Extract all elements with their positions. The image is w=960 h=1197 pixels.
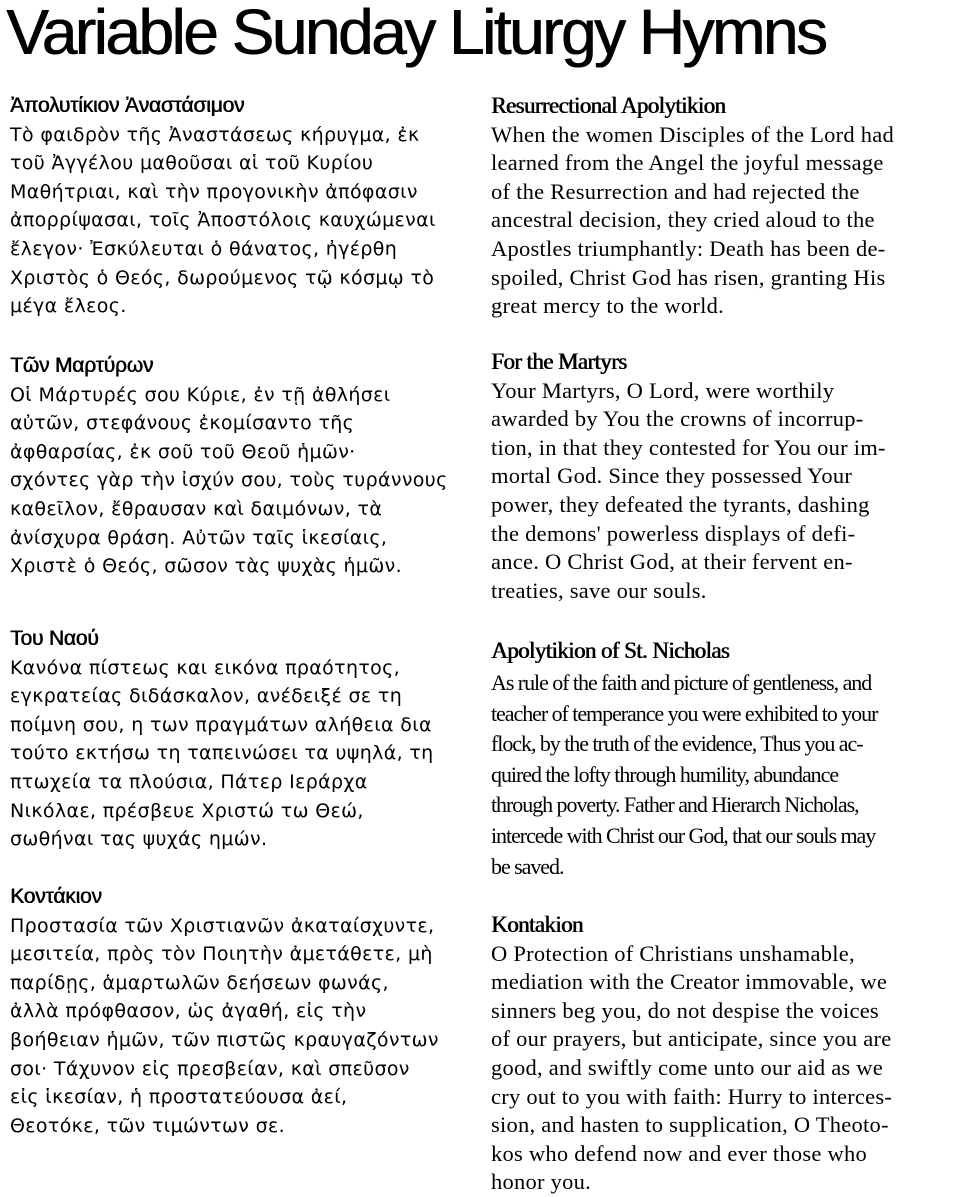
greek-martyrs-section — [10, 352, 480, 581]
hymn-line: sion, and hasten to supplication, O Theoto- — [491, 1112, 889, 1138]
hymn-line: spoiled, Christ God has risen, granting His — [491, 264, 886, 290]
greek-temple-section — [10, 625, 480, 854]
hymn-line: sinners beg you, do not despise the voices — [491, 997, 879, 1023]
hymn-line: βοήθειαν ἡμῶν, τῶν πιστῶς κραυγαζόντων — [10, 1028, 439, 1051]
hymn-line: mortal God. Since they possessed Your — [491, 463, 853, 489]
hymn-line: ποίμνη σου, η των πραγμάτων αλήθεια δια — [10, 713, 432, 736]
hymn-line: σωθήναι τας ψυχάς ημών. — [10, 828, 268, 851]
section-heading: Apolytikion of St. Nicholas — [491, 638, 730, 663]
hymn-text — [10, 912, 480, 1141]
hymn-line: As rule of the faith and picture of gentleness, and — [491, 670, 872, 695]
hymn-line: τούτο εκτήσω τη ταπεινώσει τα υψηλά, τη — [10, 742, 434, 765]
hymn-line: ἀλλὰ πρόφθασον, ὡς ἀγαθή, εἰς τὴν — [10, 1000, 367, 1023]
hymn-line: tion, in that they contested for You our im- — [491, 434, 886, 460]
hymn-line: ἀπορρίψασαι, τοῖς Ἀποστόλοις καυχώμεναι — [10, 209, 436, 232]
hymn-line: of our prayers, but anticipate, since you are — [491, 1026, 892, 1052]
hymn-line: Χριστὸς ὁ Θεός, δωρούμενος τῷ κόσμῳ τὸ — [10, 266, 435, 289]
section-heading: Κοντάκιον — [10, 885, 102, 908]
hymn-line: great mercy to the world. — [491, 293, 725, 319]
section-heading: For the Martyrs — [491, 349, 627, 374]
hymn-line: τοῦ Ἀγγέλου μαθοῦσαι αἱ τοῦ Κυρίου — [10, 152, 374, 175]
hymn-text — [10, 654, 480, 854]
hymn-line: Οἱ Μάρτυρές σου Κύριε, ἐν τῇ ἀθλήσει — [10, 383, 391, 406]
hymn-line: Προστασία τῶν Χριστιανῶν ἀκαταίσχυντε, — [10, 914, 435, 937]
section-heading: Ἀπολυτίκιον Ἀναστάσιμον — [10, 94, 245, 117]
page-title: Variable Sunday Liturgy Hymns — [6, 0, 826, 68]
hymn-line: αὐτῶν, στεφάνους ἐκομίσαντο τῆς — [10, 412, 355, 435]
hymn-text — [491, 121, 960, 321]
hymn-line: kos who defend now and ever those who — [491, 1140, 868, 1166]
hymn-line: Your Martyrs, O Lord, were worthily — [491, 377, 835, 403]
hymn-line: flock, by the truth of the evidence, Thus you ac- — [491, 731, 863, 757]
hymn-line: μεσιτεία, πρὸς τὸν Ποιητὴν ἀμετάθετε, μὴ — [10, 943, 433, 966]
english-nicholas-section — [491, 636, 960, 882]
hymn-line: καθεῖλον, ἔθραυσαν καὶ δαιμόνων, τὰ — [10, 497, 383, 520]
section-heading: Kontakion — [491, 912, 583, 937]
hymn-line: power, they defeated the tyrants, dashing — [491, 491, 870, 517]
hymn-line: honor you. — [491, 1169, 591, 1195]
hymn-line: teacher of temperance you were exhibited to your — [491, 700, 878, 726]
hymn-line: Νικόλαε, πρέσβευε Χριστώ τω Θεώ, — [10, 799, 364, 822]
hymn-line: παρίδῃς, ἁμαρτωλῶν δεήσεων φωνάς, — [10, 971, 389, 994]
hymn-line: ἀνίσχυρα θράση. Αὐτῶν ταῖς ἱκεσίαις, — [10, 526, 388, 549]
hymn-line: treaties, save our souls. — [491, 577, 707, 603]
hymn-line: intercede with Christ our God, that our souls may — [491, 822, 876, 848]
hymn-line: Κανόνα πίστεως και εικόνα πραότητος, — [10, 656, 400, 679]
section-heading: Resurrectional Apolytikion — [491, 93, 726, 118]
greek-apolytikion-section — [10, 92, 480, 321]
hymn-line: Θεοτόκε, τῶν τιμώντων σε. — [10, 1114, 286, 1137]
hymn-line: learned from the Angel the joyful message — [491, 150, 884, 176]
hymn-line: ancestral decision, they cried aloud to the — [491, 207, 875, 233]
hymn-line: good, and swiftly come unto our aid as we — [491, 1054, 884, 1080]
hymn-text — [491, 940, 960, 1197]
hymn-line: of the Resurrection and had rejected the — [491, 178, 860, 204]
hymn-text — [491, 668, 960, 882]
english-martyrs-section — [491, 348, 960, 605]
hymn-line: ἔλεγον· Ἐσκύλευται ὁ θάνατος, ἠγέρθη — [10, 237, 398, 260]
hymn-line: εγκρατείας διδάσκαλον, ανέδειξέ σε τη — [10, 685, 403, 708]
hymn-line: σοι· Τάχυνον εἰς πρεσβείαν, καὶ σπεῦσον — [10, 1057, 410, 1080]
hymn-line: Μαθήτριαι, καὶ τὴν προγονικὴν ἀπόφασιν — [10, 180, 418, 203]
hymn-line: be saved. — [491, 853, 564, 879]
english-apolytikion-section — [491, 92, 960, 321]
hymn-text — [491, 377, 960, 606]
hymn-line: Apostles triumphantly: Death has been de- — [491, 235, 886, 261]
section-heading: Του Ναού — [10, 627, 99, 650]
hymn-line: εἰς ἱκεσίαν, ἡ προστατεύουσα ἀεί, — [10, 1086, 348, 1109]
hymn-text — [10, 381, 480, 581]
hymn-line: cry out to you with faith: Hurry to interces- — [491, 1083, 893, 1109]
greek-kontakion-section — [10, 883, 480, 1140]
hymn-line: Τὸ φαιδρὸν τῆς Ἀναστάσεως κήρυγμα, ἐκ — [10, 123, 420, 146]
hymn-line: When the women Disciples of the Lord had — [491, 121, 895, 147]
hymn-line: through poverty. Father and Hierarch Nicholas, — [491, 792, 859, 818]
hymn-text — [10, 121, 480, 321]
english-kontakion-section — [491, 911, 960, 1197]
hymn-line: Χριστὲ ὁ Θεός, σῶσον τὰς ψυχὰς ἡμῶν. — [10, 555, 402, 578]
hymn-line: μέγα ἔλεος. — [10, 295, 127, 318]
hymn-line: O Protection of Christians unshamable, — [491, 940, 855, 966]
hymn-line: awarded by You the crowns of incorrup- — [491, 406, 864, 432]
hymn-line: ἀφθαρσίας, ἐκ σοῦ τοῦ Θεοῦ ἡμῶν· — [10, 440, 356, 463]
hymn-line: πτωχεία τα πλούσια, Πάτερ Ιεράρχα — [10, 770, 368, 793]
hymn-line: mediation with the Creator immovable, we — [491, 969, 888, 995]
section-heading: Τῶν Μαρτύρων — [10, 354, 154, 377]
hymn-line: σχόντες γὰρ τὴν ἰσχύν σου, τοὺς τυράννους — [10, 469, 448, 492]
hymn-line: the demons' powerless displays of defi- — [491, 520, 856, 546]
hymn-line: quired the lofty through humility, abundance — [491, 761, 839, 787]
hymn-line: ance. O Christ God, at their fervent en- — [491, 549, 853, 575]
